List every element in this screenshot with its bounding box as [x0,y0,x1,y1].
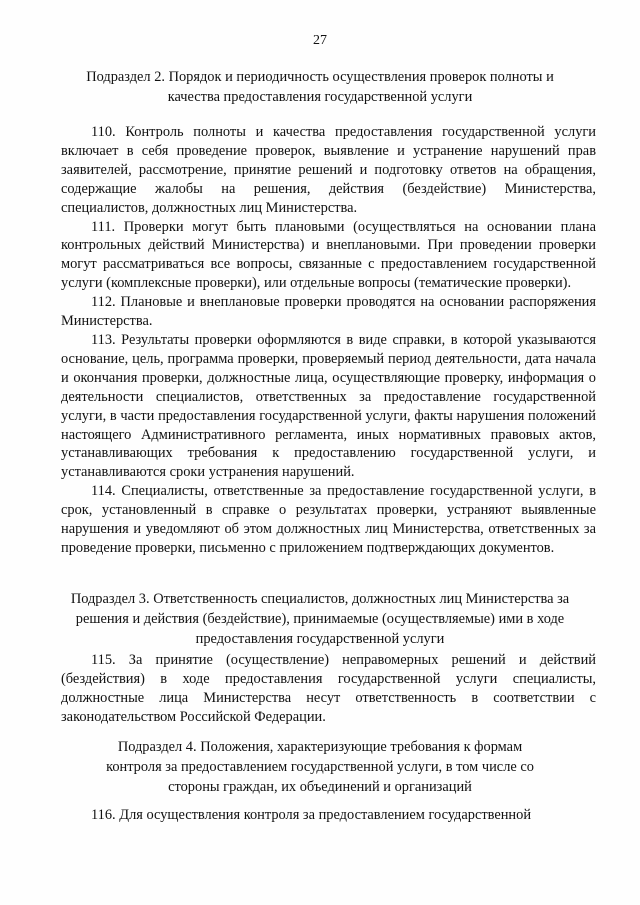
paragraph-113: 113. Результаты проверки оформляются в виде справки, в которой указываются основание, цель, программа проверки, проверяемый период деятельности, дата начала и окончания проверки, должностные лица, осуществляющие проверку, информация о деятельности специалистов, ответственных за предоставление государственной услуги, в части предоставления государственной услуги, факты нарушения положений настоящего Административного регламента, иных нормативных правовых актов, устанавливающих требования к предоставлению государственной услуги, и устанавливаются сроки устранения нарушений. [61,331,596,481]
paragraph-115: 115. За принятие (осуществление) неправомерных решений и действий (бездействия) в ходе предоставления государственной услуги специалисты, должностные лица Министерства несут ответственность в соответствии с законодательством Российской Федерации. [61,652,596,725]
paragraph-111: 111. Проверки могут быть плановыми (осуществляться на основании плана контрольных действий Министерства) и внеплановыми. При проведении проверки могут рассматриваться все вопросы, связанные с предоставлением государственной услуги (комплексные проверки), или отдельные вопросы (тематические проверки). [61,218,596,292]
paragraphs-block-c [61,806,596,825]
paragraph-112: 112. Плановые и внеплановые проверки проводятся на основании распоряжения Министерства. [61,294,596,330]
paragraphs-block-b [61,651,596,727]
paragraph-114: 114. Специалисты, ответственные за предоставление государственной услуги, в срок, установленный в справке о результатах проверки, устраняют выявленные нарушения и уведомляют об этом должностных лиц Министерства, ответственных за проведение проверки, письменно с приложением подтверждающих документов. [61,483,596,556]
subsection-2-heading: Подраздел 2. Порядок и периодичность осуществления проверок полноты и качества предоставления государственной услуги [86,69,554,105]
paragraphs-block-a [61,123,596,558]
paragraph-110: 110. Контроль полноты и качества предоставления государственной услуги включает в себя проведение проверок, выявление и устранение нарушений прав заявителей, рассмотрение, принятие решений и подготовку ответов на обращения, содержащие жалобы на решения, действия (бездействие) Министерства, специалистов, должностных лиц Министерства. [61,124,596,216]
subsection-3-heading: Подраздел 3. Ответственность специалистов, должностных лиц Министерства за решения и действия (бездействие), принимаемые (осуществляемые) ими в ходе предоставления государственной услуги [70,591,570,647]
page-number: 27 [313,33,327,48]
paragraph-116: 116. Для осуществления контроля за предоставлением государственной [91,807,532,823]
subsection-4-heading: Подраздел 4. Положения, характеризующие требования к формам контроля за предоставлением государственной услуги, в том числе со стороны граждан, их объединений и организаций [106,739,534,795]
